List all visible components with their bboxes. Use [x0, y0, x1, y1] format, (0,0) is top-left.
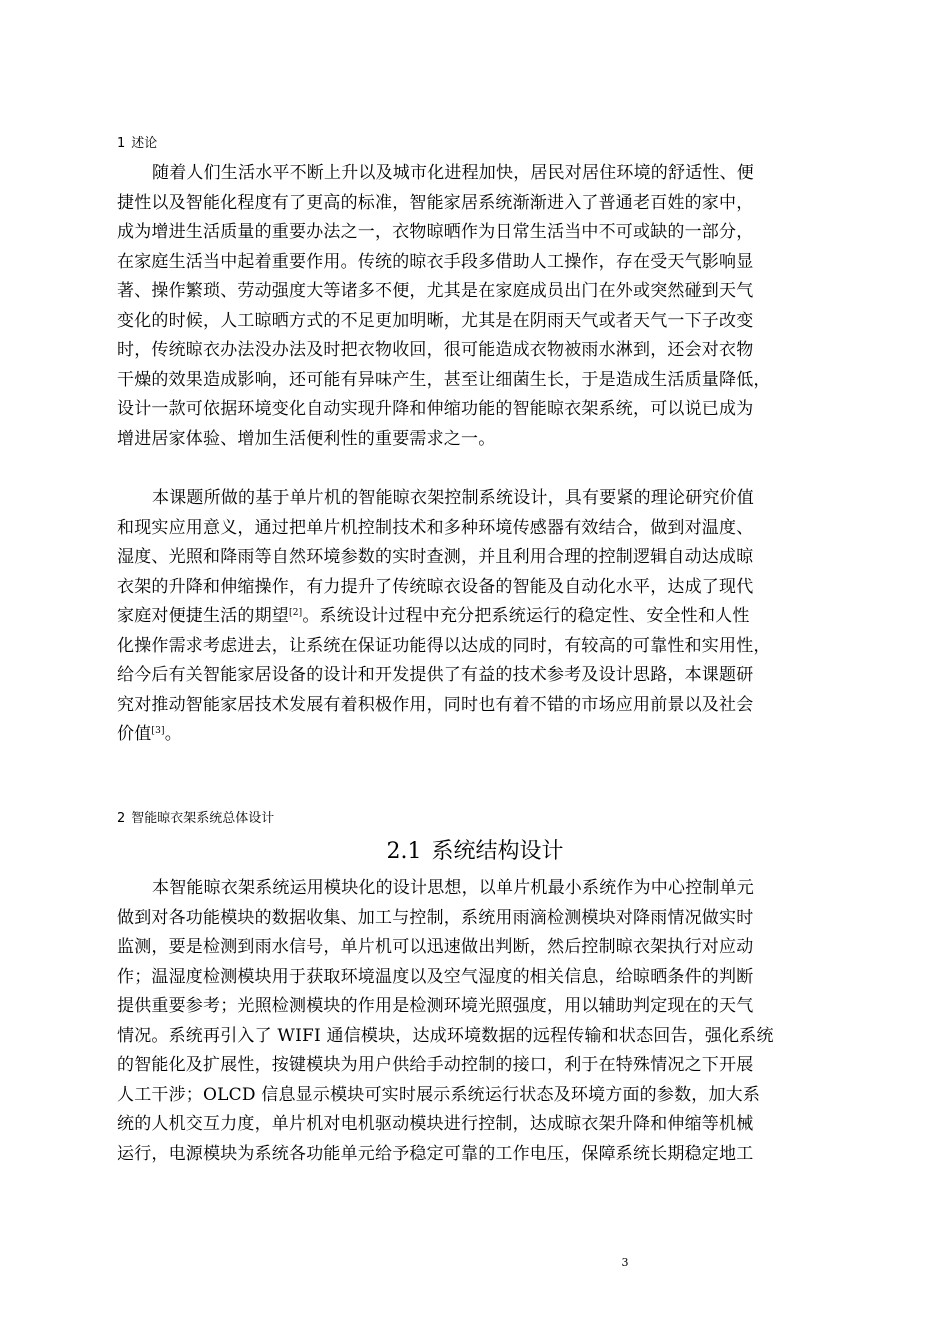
- paragraph-line: 提供重要参考；光照检测模块的作用是检测环境光照强度，用以辅助判定现在的天气: [117, 996, 754, 1016]
- paragraph-line: 化操作需求考虑进去，让系统在保证功能得以达成的同时，有较高的可靠性和实用性，: [117, 635, 771, 656]
- paragraph-line: 情况。系统再引入了 WIFI 通信模块，达成环境数据的远程传输和状态回告，强化系统: [117, 1025, 774, 1046]
- paragraph-line: 的智能化及扩展性，按键模块为用户供给手动控制的接口，利于在特殊情况之下开展: [117, 1055, 754, 1075]
- paragraph-line: 随着人们生活水平不断上升以及城市化进程加快，居民对居住环境的舒适性、便: [152, 163, 754, 183]
- section-1-title: 述论: [131, 136, 158, 151]
- paragraph-line: 时，传统晾衣办法没办法及时把衣物收回，很可能造成衣物被雨水淋到，还会对衣物: [117, 340, 754, 360]
- section-2-heading: [117, 810, 274, 828]
- paragraph-line: 变化的时候，人工晾晒方式的不足更加明晰，尤其是在阴雨天气或者天气一下子改变: [117, 310, 754, 331]
- paragraph-line: 增进居家体验、增加生活便利性的重要需求之一。: [117, 428, 496, 449]
- paragraph-line: 做到对各功能模块的数据收集、加工与控制，系统用雨滴检测模块对降雨情况做实时: [117, 907, 754, 928]
- subsection-2-1-heading: [0, 836, 950, 868]
- paragraph-2: [117, 484, 837, 750]
- citation-3: [3]: [151, 726, 165, 736]
- paragraph-line: 在家庭生活当中起着重要作用。传统的晾衣手段多借助人工操作，存在受天气影响显: [117, 251, 754, 272]
- paragraph-line: 运行，电源模块为系统各功能单元给予稳定可靠的工作电压，保障系统长期稳定地工: [117, 1143, 754, 1164]
- paragraph-line: 衣架的升降和伸缩操作，有力提升了传统晾衣设备的智能及自动化水平，达成了现代: [117, 576, 754, 597]
- paragraph-line: [117, 602, 837, 632]
- line-text: 。: [164, 724, 182, 744]
- page-number: 3: [621, 1256, 629, 1269]
- subsection-2-1-title: 系统结构设计: [431, 839, 564, 864]
- paragraph-line: 给今后有关智能家居设备的设计和开发提供了有益的技术参考及设计思路，本课题研: [117, 665, 754, 685]
- paragraph-line: 统的人机交互力度，单片机对电机驱动模块进行控制，达成晾衣架升降和伸缩等机械: [117, 1114, 754, 1134]
- subsection-2-1-number: 2.1: [386, 839, 422, 864]
- section-2-number: 2: [117, 811, 126, 826]
- line-text: 。系统设计过程中充分把系统运行的稳定性、安全性和人性: [302, 606, 750, 626]
- citation-2: [2]: [289, 608, 303, 618]
- paragraph-line: 本智能晾衣架系统运用模块化的设计思想，以单片机最小系统作为中心控制单元: [152, 878, 754, 898]
- section-1-number: 1: [117, 136, 126, 151]
- paragraph-line: 干燥的效果造成影响，还可能有异味产生，甚至让细菌生长，于是造成生活质量降低，: [117, 369, 771, 390]
- paragraph-line: 监测，要是检测到雨水信号，单片机可以迅速做出判断，然后控制晾衣架执行对应动: [117, 937, 754, 957]
- paragraph-line: 成为增进生活质量的重要办法之一，衣物晾晒作为日常生活当中不可或缺的一部分，: [117, 222, 754, 242]
- paragraph-line: [117, 720, 837, 750]
- paragraph-line: 人工干涉；OLCD 信息显示模块可实时展示系统运行状态及环境方面的参数，加大系: [117, 1084, 761, 1105]
- line-text: 价值: [117, 724, 152, 744]
- section-2-title: 智能晾衣架系统总体设计: [131, 811, 275, 826]
- paragraph-3: [117, 874, 837, 1169]
- paragraph-1: [117, 159, 837, 454]
- section-1-heading: [117, 135, 157, 153]
- paragraph-line: 捷性以及智能化程度有了更高的标准，智能家居系统渐渐进入了普通老百姓的家中，: [117, 192, 754, 213]
- paragraph-line: 本课题所做的基于单片机的智能晾衣架控制系统设计，具有要紧的理论研究价值: [152, 488, 754, 508]
- paragraph-line: 设计一款可依据环境变化自动实现升降和伸缩功能的智能晾衣架系统，可以说已成为: [117, 399, 754, 419]
- paragraph-line: 和现实应用意义，通过把单片机控制技术和多种环境传感器有效结合，做到对温度、: [117, 517, 754, 538]
- paragraph-line: 作；温湿度检测模块用于获取环境温度以及空气湿度的相关信息，给晾晒条件的判断: [117, 966, 754, 987]
- paragraph-line: 湿度、光照和降雨等自然环境参数的实时查测，并且利用合理的控制逻辑自动达成晾: [117, 547, 754, 567]
- paragraph-line: 著、操作繁琐、劳动强度大等诸多不便，尤其是在家庭成员出门在外或突然碰到天气: [117, 281, 754, 301]
- paragraph-line: 究对推动智能家居技术发展有着积极作用，同时也有着不错的市场应用前景以及社会: [117, 694, 754, 715]
- line-text: 家庭对便捷生活的期望: [117, 606, 289, 626]
